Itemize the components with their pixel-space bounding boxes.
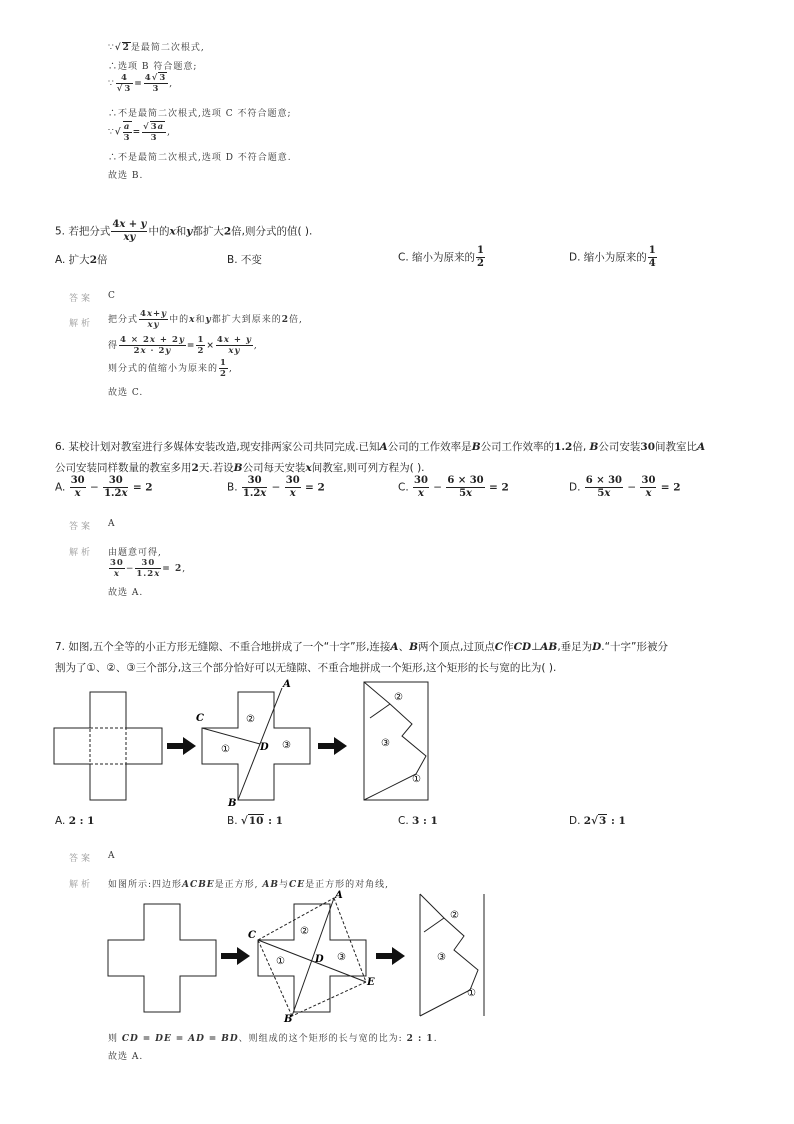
prev-line-2: ∴选项 B 符合题意; bbox=[108, 62, 198, 72]
q7-exp-fig-label-c: C bbox=[248, 930, 256, 941]
q6-stem-line-2: 公司安装同样数量的教室多用2天.若设B公司每天安装x间教室,则可列方程为( ). bbox=[55, 462, 425, 474]
q7-answer: A bbox=[108, 851, 116, 861]
q5-option-b[interactable]: B. 不变 bbox=[227, 254, 262, 266]
q6-exp-line-2: $\frac{30}{x}$ − $\frac{30}{1.2x}$ = 2, bbox=[110, 558, 187, 579]
q6-stem-line-1: 6. 某校计划对教室进行多媒体安装改造,现安排两家公司共同完成.已知A公司的工作效率是B公司工作效率的1.2倍, B公司安装30间教室比A bbox=[55, 441, 706, 453]
q5-option-d[interactable]: D. 缩小为原来的 $\frac{1}{4}$ bbox=[569, 245, 656, 269]
q7-exp-fig-rect-piece-3: ③ bbox=[437, 952, 446, 963]
q5-explain-label: 解析 bbox=[69, 319, 94, 329]
prev-line-1: ∵√2是最简二次根式, bbox=[108, 43, 205, 53]
q7-option-c[interactable]: C. 3 : 1 bbox=[398, 815, 438, 827]
q7-answer-label: 答案 bbox=[69, 854, 94, 864]
q5-answer-label: 答案 bbox=[69, 294, 94, 304]
q7-fig-label-a: A bbox=[283, 679, 291, 690]
q6-option-b[interactable]: B. $\frac{30}{1.2x}$ − $\frac{30}{x}$ = 2 bbox=[227, 475, 325, 499]
q7-fig-piece-1: ① bbox=[221, 744, 230, 755]
prev-line-3: ∵ $\frac{4}{√3}$ = $\frac{4√3}{3}$ , bbox=[108, 73, 174, 94]
q7-stem-line-2: 割为了①、②、③三个部分,这三个部分恰好可以无缝隙、不重合地拼成一个矩形,这个矩形的长与宽的比为( ). bbox=[55, 662, 557, 674]
q7-fig-label-c: C bbox=[196, 713, 204, 724]
q7-fig-rect-piece-1: ① bbox=[412, 774, 421, 785]
q7-exp-fig-label-d: D bbox=[315, 954, 324, 965]
q5-exp-line-2: 得 $\frac{4 \times 2x + 2y}{2x \cdot 2y}$ = $\frac{1}{2}$ × $\frac{4x + y}{xy}$ , bbox=[108, 335, 258, 356]
q6-option-d[interactable]: D. $\frac{6 \times 30}{5x}$ − $\frac{30}{x}$ = 2 bbox=[569, 475, 681, 499]
q7-fig-piece-3: ③ bbox=[282, 740, 291, 751]
q7-fig-rect-piece-2: ② bbox=[394, 692, 403, 703]
q7-exp-line-2: 则 CD = DE = AD = BD、则组成的这个矩形的长与宽的比为: 2 : 1. bbox=[108, 1034, 438, 1044]
q6-exp-line-1: 由题意可得, bbox=[108, 548, 162, 558]
q7-option-a[interactable]: A. 2 : 1 bbox=[55, 815, 95, 827]
q6-option-a[interactable]: A. $\frac{30}{x}$ − $\frac{30}{1.2x}$ = 2 bbox=[55, 475, 153, 499]
prev-line-4: ∴不是最简二次根式,选项 C 不符合题意; bbox=[108, 109, 292, 119]
q7-fig-label-d: D bbox=[260, 742, 269, 753]
q7-exp-fig-label-e: E bbox=[367, 977, 375, 988]
q7-exp-fig-label-a: A bbox=[335, 890, 343, 901]
q7-exp-fig-label-b: B bbox=[284, 1014, 293, 1024]
q7-exp-fig-rect-piece-2: ② bbox=[450, 910, 459, 921]
q7-exp-fig-rect-piece-1: ① bbox=[467, 988, 476, 999]
q5-stem: 5. 若把分式 $\frac{4x + y}{xy}$ 中的x和y都扩大2倍,则分式的值( ). bbox=[55, 219, 313, 243]
q7-fig-rect-piece-3: ③ bbox=[381, 738, 390, 749]
q5-option-a[interactable]: A. 扩大2倍 bbox=[55, 254, 108, 266]
q5-exp-line-3: 则分式的值缩小为原来的 $\frac{1}{2}$ , bbox=[108, 358, 233, 379]
q7-fig-piece-2: ② bbox=[246, 714, 255, 725]
prev-line-5: ∵√ $\frac{a}{3}$ = $\frac{√3a}{3}$ , bbox=[108, 121, 172, 143]
q7-fig-label-b: B bbox=[228, 798, 237, 808]
q7-exp-fig-piece-1: ① bbox=[276, 956, 285, 967]
q5-answer: C bbox=[108, 291, 116, 301]
q5-exp-line-1: 把分式 $\frac{4x+y}{xy}$ 中的x和y都扩大到原来的2倍, bbox=[108, 309, 303, 330]
q7-stem-line-1: 7. 如图,五个全等的小正方形无缝隙、不重合地拼成了一个“十字”形,连接A、B两个顶点,过顶点C作CD⊥AB,垂足为D.“十字”形被分 bbox=[55, 641, 668, 653]
q6-option-c[interactable]: C. $\frac{30}{x}$ − $\frac{6 \times 30}{5x}$ = 2 bbox=[398, 475, 509, 499]
q7-exp-fig-piece-3: ③ bbox=[337, 952, 346, 963]
q7-explain-figure bbox=[104, 890, 494, 1024]
q7-option-b[interactable]: B. √10 : 1 bbox=[227, 815, 283, 827]
q6-answer: A bbox=[108, 519, 116, 529]
q7-exp-line-3: 故选 A. bbox=[108, 1052, 144, 1062]
q5-option-c[interactable]: C. 缩小为原来的 $\frac{1}{2}$ bbox=[398, 245, 484, 269]
prev-line-6: ∴不是最简二次根式,选项 D 不符合题意. bbox=[108, 153, 292, 163]
q7-exp-fig-piece-2: ② bbox=[300, 926, 309, 937]
q6-answer-label: 答案 bbox=[69, 522, 94, 532]
prev-line-7: 故选 B. bbox=[108, 171, 144, 181]
q5-exp-line-4: 故选 C. bbox=[108, 388, 144, 398]
q6-explain-label: 解析 bbox=[69, 548, 94, 558]
q7-figure bbox=[50, 676, 440, 808]
q7-exp-line-1: 如图所示:四边形ACBE是正方形, AB与CE是正方形的对角线, bbox=[108, 880, 389, 890]
q6-exp-line-3: 故选 A. bbox=[108, 588, 144, 598]
q7-option-d[interactable]: D. 2√3 : 1 bbox=[569, 815, 626, 827]
q7-explain-label: 解析 bbox=[69, 880, 94, 890]
